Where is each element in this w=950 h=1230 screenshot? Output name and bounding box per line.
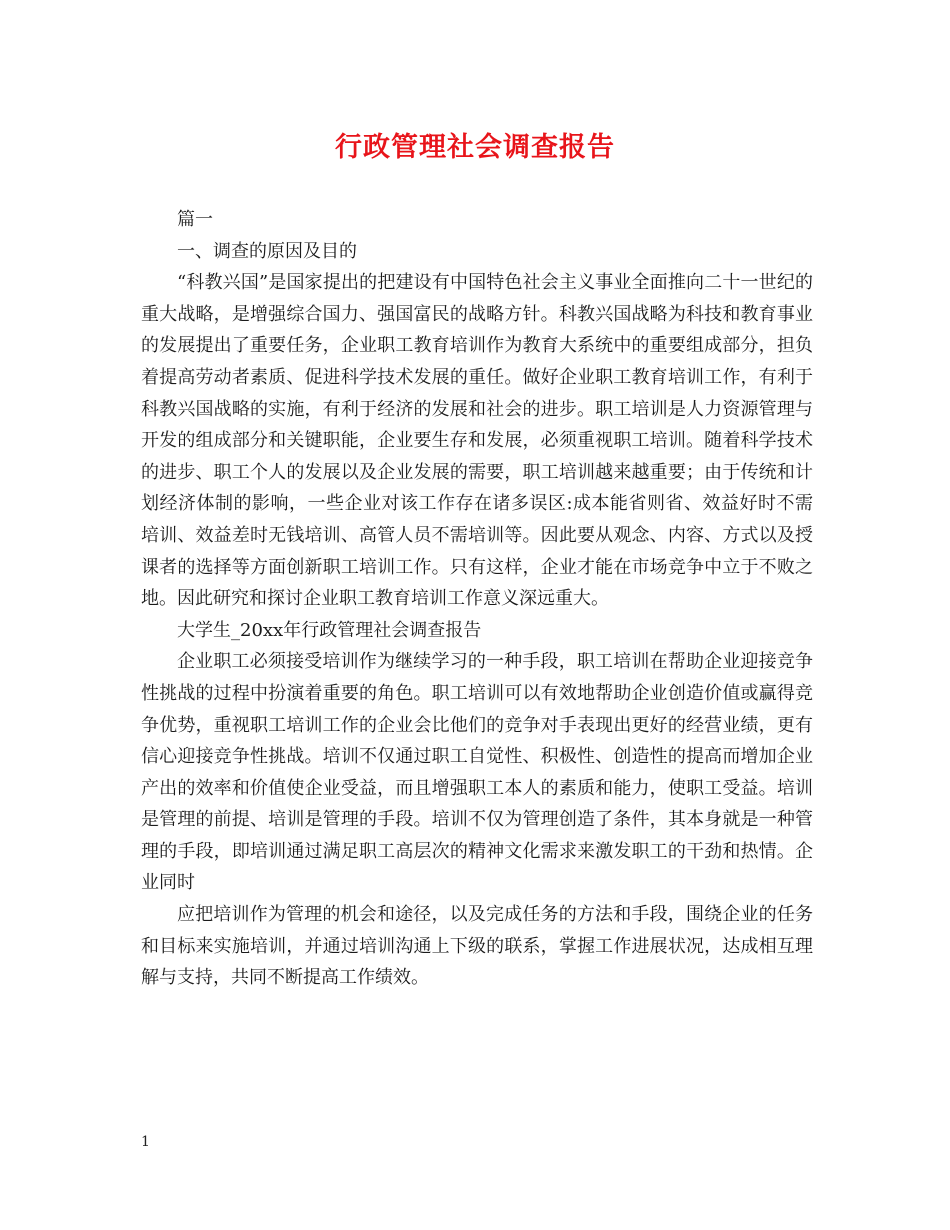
page-number: 1 bbox=[141, 1134, 150, 1150]
subheading: 大学生_20xx年行政管理社会调查报告 bbox=[177, 619, 482, 641]
section-heading-part-one: 篇一 bbox=[177, 209, 213, 230]
document-body bbox=[141, 204, 813, 994]
body-paragraph: “科教兴国”是国家提出的把建设有中国特色社会主义事业全面推向二十一世纪的重大战略，是增强综合国力、强国富民的战略方针。科教兴国战略为科技和教育事业的发展提出了重要任务，企业职工教育培训作为教育大系统中的重要组成部分，担负着提高劳动者素质、促进科学技术发展的重任。做好企业职工教育培训工作，有利于科教兴国战略的实施，有利于经济的发展和社会的进步。职工培训是人力资源管理与开发的组成部分和关键职能，企业要生存和发展，必须重视职工培训。随着科学技术的进步、职工个人的发展以及企业发展的需要，职工培训越来越重要；由于传统和计划经济体制的影响，一些企业对该工作存在诸多误区:成本能省则省、效益好时不需培训、效益差时无钱培训、高管人员不需培训等。因此要从观念、内容、方式以及授课者的选择等方面创新职工培训工作。只有这样，企业才能在市场竞争中立于不败之地。因此研究和探讨企业职工教育培训工作意义深远重大。 bbox=[141, 272, 813, 610]
body-paragraph: 企业职工必须接受培训作为继续学习的一种手段，职工培训在帮助企业迎接竞争性挑战的过程中扮演着重要的角色。职工培训可以有效地帮助企业创造价值或赢得竞争优势，重视职工培训工作的企业会比他们的竞争对手表现出更好的经营业绩，更有信心迎接竞争性挑战。培训不仅通过职工自觉性、积极性、创造性的提高而增加企业产出的效率和价值使企业受益，而且增强职工本人的素质和能力，使职工受益。培训是管理的前提、培训是管理的手段。培训不仅为管理创造了条件，其本身就是一种管理的手段，即培训通过满足职工高层次的精神文化需求来激发职工的干劲和热情。企业同时 bbox=[141, 651, 813, 894]
body-paragraph: 应把培训作为管理的机会和途径，以及完成任务的方法和手段，围绕企业的任务和目标来实施培训，并通过培训沟通上下级的联系，掌握工作进展状况，达成相互理解与支持，共同不断提高工作绩效。 bbox=[141, 904, 813, 989]
document-title: 行政管理社会调查报告 bbox=[335, 132, 615, 163]
section-heading-purpose: 一、调查的原因及目的 bbox=[177, 240, 357, 262]
